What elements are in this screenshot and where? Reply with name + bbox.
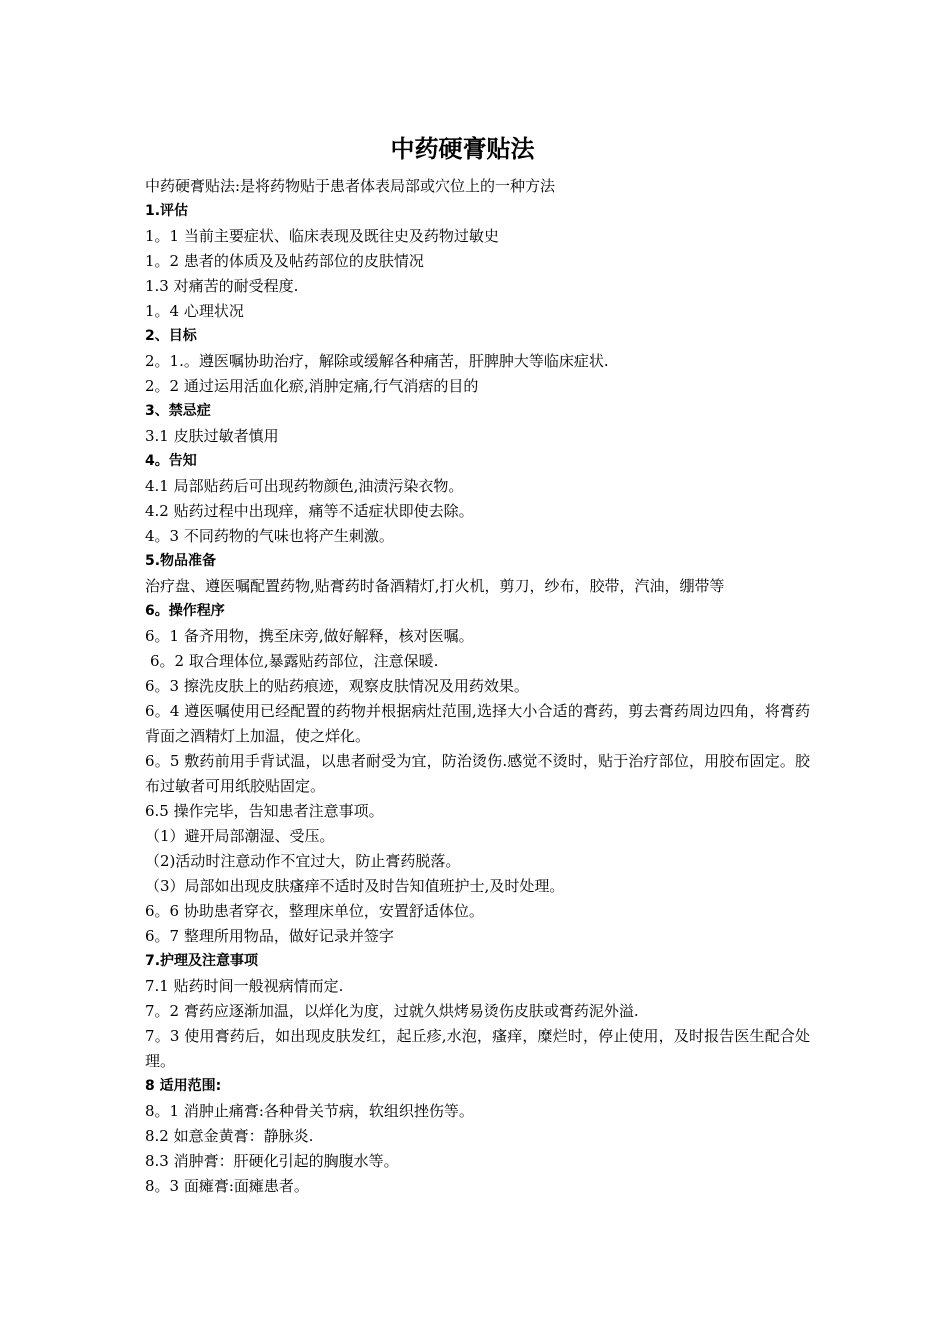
section-heading: 2、目标 [145, 328, 197, 344]
paragraph-line: （1）避开局部潮湿、受压。 [145, 827, 335, 845]
paragraph-line: 6。6 协助患者穿衣，整理床单位，安置舒适体位。 [145, 902, 484, 920]
paragraph-line: 8.3 消肿膏：肝硬化引起的胸腹水等。 [145, 1152, 399, 1170]
section-heading: 4。告知 [145, 453, 197, 469]
paragraph-line: 2。2 通过运用活血化瘀,消肿定痛,行气消痞的目的 [145, 377, 479, 395]
section-heading: 3、禁忌症 [145, 403, 211, 419]
section-heading: 7.护理及注意事项 [145, 953, 259, 969]
paragraph-line: 1。2 患者的体质及及帖药部位的皮肤情况 [145, 252, 424, 270]
paragraph-line: 8。1 消肿止痛膏:各种骨关节病，软组织挫伤等。 [145, 1102, 474, 1120]
paragraph-line: 6。2 取合理体位,暴露贴药部位，注意保暖. [150, 652, 439, 670]
paragraph-line: 7。3 使用膏药后，如出现皮肤发红，起丘疹,水泡，瘙痒，糜烂时，停止使用，及时报告医生配合处理。 [145, 1027, 810, 1070]
paragraph-line: 6。7 整理所用物品，做好记录并签字 [145, 927, 394, 945]
paragraph-line: 2。1.。遵医嘱协助治疗，解除或缓解各种痛苦，肝脾肿大等临床症状. [145, 352, 609, 370]
paragraph-line: 1。1 当前主要症状、临床表现及既往史及药物过敏史 [145, 227, 499, 245]
paragraph-line: 6。5 敷药前用手背试温，以患者耐受为宜，防治烫伤.感觉不烫时，贴于治疗部位，用胶布固定。胶布过敏者可用纸胶贴固定。 [145, 752, 810, 795]
paragraph-line: 4.2 贴药过程中出现痒，痛等不适症状即使去除。 [145, 502, 474, 520]
paragraph-line: 6。4 遵医嘱使用已经配置的药物并根据病灶范围,选择大小合适的膏药，剪去膏药周边四角，将膏药背面之酒精灯上加温，使之烊化。 [145, 702, 810, 745]
paragraph-line: 8。3 面瘫膏:面瘫患者。 [145, 1177, 309, 1195]
document-body [145, 174, 810, 1199]
paragraph-line: 中药硬膏贴法:是将药物贴于患者体表局部或穴位上的一种方法 [145, 177, 556, 195]
paragraph-line: 6。3 擦洗皮肤上的贴药痕迹，观察皮肤情况及用药效果。 [145, 677, 529, 695]
paragraph-line: 4.1 局部贴药后可出现药物颜色,油渍污染衣物。 [145, 477, 464, 495]
paragraph-line: 7.1 贴药时间一般视病情而定. [145, 977, 344, 995]
document-title: 中药硬膏贴法 [390, 135, 535, 163]
section-heading: 6。操作程序 [145, 603, 225, 619]
paragraph-line: 6.5 操作完毕，告知患者注意事项。 [145, 802, 384, 820]
paragraph-line: （2)活动时注意动作不宜过大，防止膏药脱落。 [145, 852, 461, 870]
paragraph-line: 3.1 皮肤过敏者慎用 [145, 427, 279, 445]
paragraph-line: 8.2 如意金黄膏：静脉炎. [145, 1127, 314, 1145]
paragraph-line: （3）局部如出现皮肤瘙痒不适时及时告知值班护士,及时处理。 [145, 877, 565, 895]
paragraph-line: 1。4 心理状况 [145, 302, 244, 320]
section-heading: 8 适用范围: [145, 1078, 222, 1094]
paragraph-line: 7。2 膏药应逐渐加温，以烊化为度，过就久烘烤易烫伤皮肤或膏药泥外溢. [145, 1002, 639, 1020]
section-heading: 5.物品准备 [145, 553, 217, 569]
paragraph-line: 4。3 不同药物的气味也将产生刺激。 [145, 527, 394, 545]
paragraph-line: 6。1 备齐用物，携至床旁,做好解释，核对医嘱。 [145, 627, 474, 645]
section-heading: 1.评估 [145, 203, 189, 219]
paragraph-line: 1.3 对痛苦的耐受程度. [145, 277, 299, 295]
paragraph-line: 治疗盘、遵医嘱配置药物,贴膏药时备酒精灯,打火机，剪刀，纱布，胶带，汽油，绷带等 [145, 577, 725, 595]
